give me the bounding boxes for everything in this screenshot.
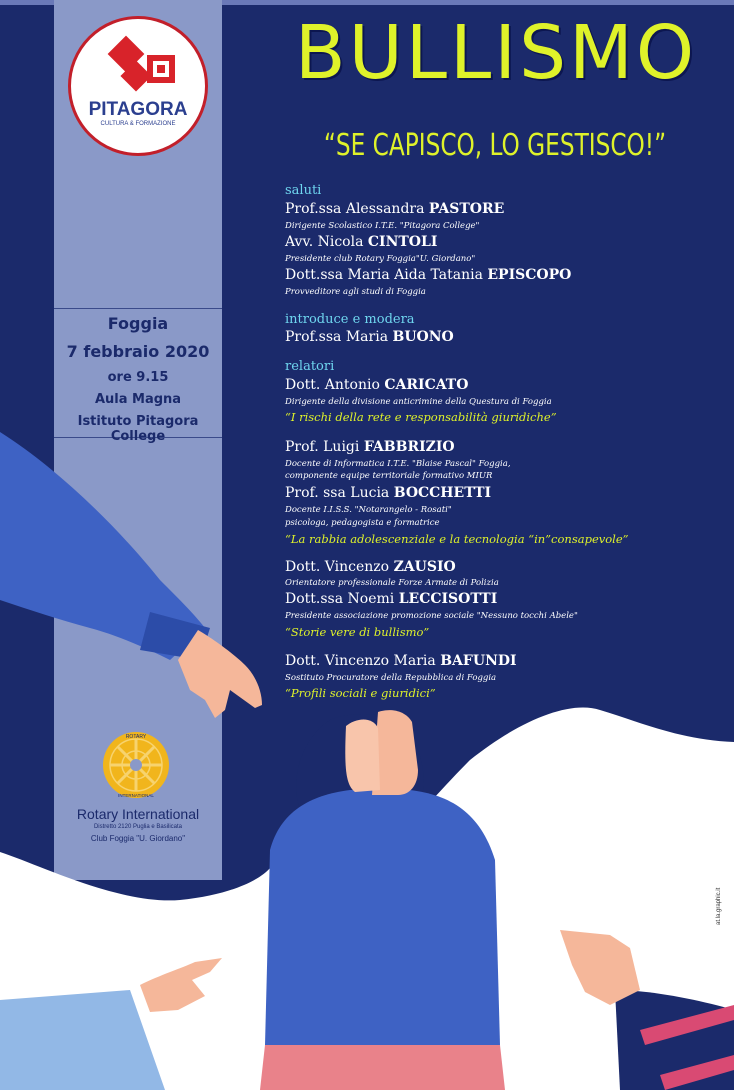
speaker-surname: LECCISOTTI: [398, 591, 498, 607]
speaker-leccisotti: [285, 591, 705, 607]
speaker-surname: CINTOLI: [367, 234, 438, 250]
speaker-title: Prof.ssa Alessandra: [285, 201, 425, 217]
speaker-surname: EPISCOPO: [487, 267, 572, 283]
pitagora-logo-mark: [71, 19, 205, 153]
speaker-surname: BAFUNDI: [440, 653, 517, 669]
speaker-bocchetti: [285, 485, 705, 501]
pitagora-logo-name: PITAGORA: [88, 99, 188, 120]
talk-title: “Storie vere di bullismo”: [285, 625, 430, 639]
girl-sweater: [265, 790, 500, 1045]
speaker-fabbrizio: [285, 439, 705, 455]
talk-title: “I rischi della rete e responsabilità giuridiche”: [285, 410, 557, 424]
speaker-title: Dott. Antonio: [285, 377, 380, 393]
speaker-role-2: componente equipe territoriale formativo MIUR: [285, 471, 493, 481]
speaker-surname: BOCCHETTI: [393, 485, 492, 501]
speaker-title: Dott.ssa Maria Aida Tatania: [285, 267, 483, 283]
speaker-role: Orientatore professionale Forze Armate di Polizia: [285, 578, 499, 588]
speaker-title: Dott. Vincenzo Maria: [285, 653, 436, 669]
speaker-title: Dott.ssa Noemi: [285, 591, 395, 607]
speaker-role: Docente di Informatica I.T.E. "Blaise Pascal" Foggia,: [285, 459, 511, 469]
pitagora-logo-tagline: CULTURA & FORMAZIONE: [100, 121, 176, 127]
poster-subtitle: “SE CAPISCO, LO GESTISCO!”: [323, 128, 667, 163]
speaker-role: Provveditore agli studi di Foggia: [285, 287, 426, 297]
speaker-surname: ZAUSIO: [393, 559, 456, 575]
speaker-role: Presidente club Rotary Foggia"U. Giordano": [285, 254, 476, 264]
girl-skirt: [260, 1045, 505, 1090]
speaker-bafundi: [285, 653, 705, 669]
rotary-wheel-icon: [99, 728, 173, 802]
rotary-badge-bottom: INTERNATIONAL: [118, 793, 154, 798]
pitagora-logo: [68, 16, 208, 156]
speaker-title: Dott. Vincenzo: [285, 559, 390, 575]
speaker-role: Dirigente Scolastico I.T.E. "Pitagora College": [285, 221, 480, 231]
speaker-zausio: [285, 559, 705, 575]
event-city: Foggia: [107, 314, 169, 333]
speaker-surname: PASTORE: [428, 201, 505, 217]
speaker-surname: CARICATO: [384, 377, 469, 393]
talk-title: “La rabbia adolescenziale e la tecnologia “in”consapevole”: [285, 532, 629, 546]
section-saluti: saluti: [285, 183, 322, 198]
event-place: Aula Magna: [94, 392, 182, 407]
talk-title: “Profili sociali e giuridici”: [285, 686, 436, 700]
poster-title: BULLISMO: [294, 10, 698, 96]
speaker-buono: [285, 329, 705, 345]
girl-left-hand: [345, 720, 380, 793]
event-venue: Istituto Pitagora College: [77, 414, 199, 444]
section-relatori: relatori: [285, 359, 335, 374]
speaker-role: Presidente associazione promozione sociale "Nessuno tocchi Abele": [285, 611, 578, 621]
top-left-hand: [178, 630, 262, 718]
designer-credit: at.la.graphic.it: [716, 887, 722, 925]
event-date: 7 febbraio 2020: [66, 342, 210, 361]
speaker-title: Prof.ssa Maria: [285, 329, 389, 345]
speaker-cintoli: [285, 234, 705, 250]
rotary-name: Rotary International: [76, 806, 200, 822]
speaker-role: Dirigente della divisione anticrimine della Questura di Foggia: [285, 397, 552, 407]
rotary-club: Club Foggia "U. Giordano": [90, 834, 186, 843]
speaker-role-2: psicologa, pedagogista e formatrice: [285, 518, 440, 528]
speaker-surname: BUONO: [392, 329, 454, 345]
rotary-badge-top: ROTARY: [125, 734, 147, 740]
speaker-title: Avv. Nicola: [285, 234, 364, 250]
event-time: ore 9.15: [107, 370, 169, 385]
speaker-pastore: [285, 201, 705, 217]
speaker-role: Docente I.I.S.S. "Notarangelo - Rosati": [285, 505, 452, 515]
rotary-district: Distretto 2120 Puglia e Basilicata: [93, 824, 183, 830]
speaker-title: Prof. ssa Lucia: [285, 485, 390, 501]
speaker-caricato: [285, 377, 705, 393]
speaker-title: Prof. Luigi: [285, 439, 360, 455]
speaker-surname: FABBRIZIO: [363, 439, 455, 455]
section-introduce: introduce e modera: [285, 312, 415, 327]
speaker-role: Sostituto Procuratore della Repubblica di Foggia: [285, 673, 497, 683]
speaker-episcopo: [285, 267, 705, 283]
